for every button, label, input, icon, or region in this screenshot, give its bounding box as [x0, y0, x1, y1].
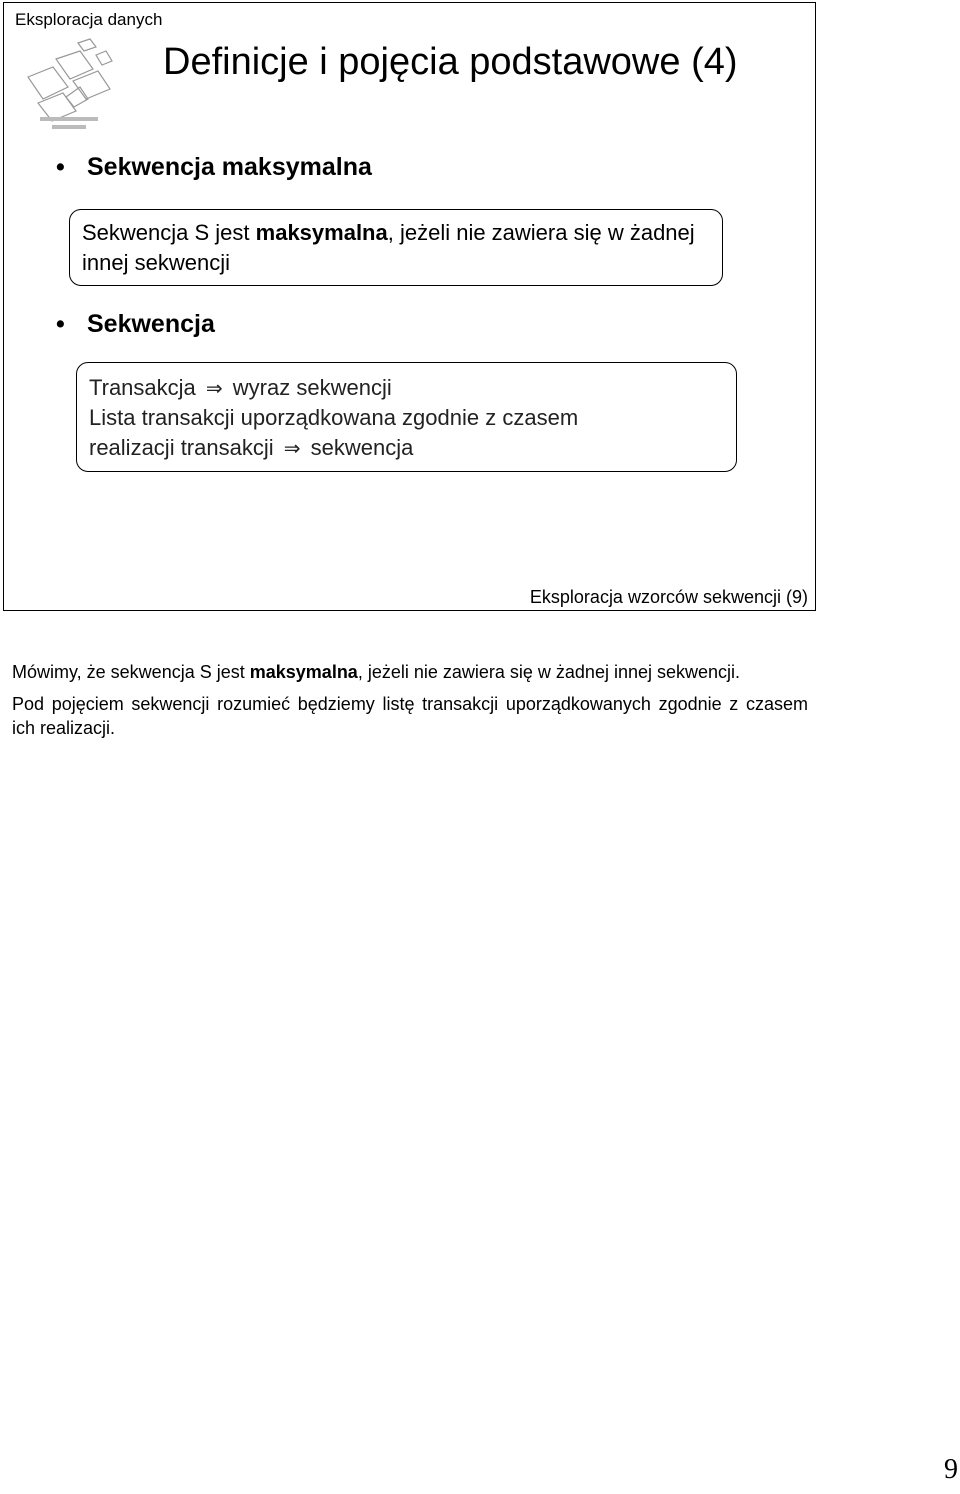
university-logo: [18, 37, 118, 135]
definition-text-end: , jeżeli nie zawiera się w żadnej innej sekwencji: [82, 220, 695, 275]
definition-bold: maksymalna: [255, 220, 388, 245]
notes-text: Mówimy, że sekwencja S jest: [12, 662, 250, 682]
notes-bold: maksymalna: [249, 662, 358, 682]
bullet-maximal-sequence: [56, 152, 372, 182]
bullet-dot: •: [56, 310, 65, 338]
slide-title: Definicje i pojęcia podstawowe (4): [163, 41, 738, 83]
sequence-box: [76, 362, 737, 472]
sequence-line-2: Lista transakcji uporządkowana zgodnie z czasem: [89, 405, 579, 430]
slide: [3, 2, 816, 611]
notes-paragraph-1: [12, 660, 808, 684]
bullet-dot: •: [56, 153, 65, 181]
sequence-text: sekwencja: [310, 435, 414, 460]
page-number: 9: [944, 1454, 958, 1485]
slide-footer: Eksploracja wzorców sekwencji (9): [529, 587, 808, 607]
sequence-line-3: [89, 433, 724, 463]
course-label: Eksploracja danych: [15, 10, 163, 29]
implies-arrow-icon: ⇒: [283, 436, 301, 460]
transaction-text: Transakcja: [89, 375, 196, 400]
definition-box: [69, 209, 723, 286]
definition-text-start: Sekwencja S jest: [82, 220, 256, 245]
bullet-text: Sekwencja maksymalna: [87, 153, 372, 181]
bullet-sequence: [56, 309, 215, 339]
notes-text: , jeżeli nie zawiera się w żadnej innej sekwencji.: [357, 662, 741, 682]
sequence-line-1: [89, 373, 724, 403]
notes-paragraph-2: Pod pojęciem sekwencji rozumieć będziemy listę transakcji uporządkowanych zgodnie z czasem ich realizacji.: [12, 694, 808, 738]
realization-text: realizacji transakcji: [89, 435, 274, 460]
implies-arrow-icon: ⇒: [205, 376, 223, 400]
sequence-term-text: wyraz sekwencji: [232, 375, 392, 400]
bullet-text: Sekwencja: [87, 310, 215, 338]
speaker-notes: [12, 660, 808, 748]
